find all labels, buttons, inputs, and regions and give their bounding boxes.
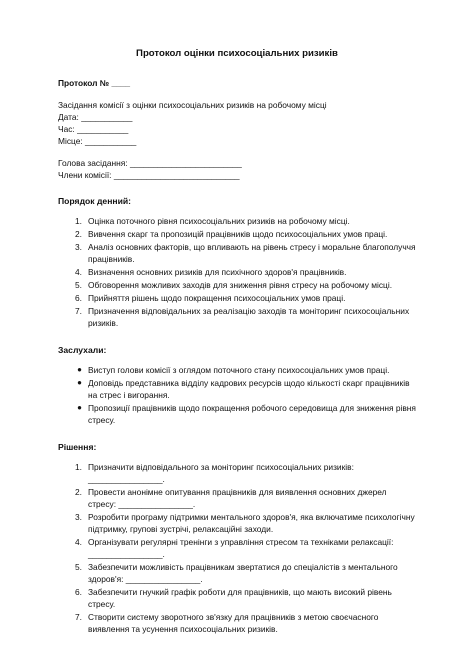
agenda-item-text: Вивчення скарг та пропозицій працівників щодо психосоціальних умов праці.	[88, 229, 388, 239]
heard-item	[70, 364, 416, 376]
heard-item-text: Пропозиції працівників щодо покращення робочого середовища для зниження рівня стресу.	[88, 403, 416, 425]
heard-item-text: Доповідь представника відділу кадрових ресурсів щодо кількості скарг працівників на стрес і вигорання.	[88, 378, 410, 400]
chair-field: Голова засідання: ________________________	[58, 158, 242, 168]
item-number: 7.	[75, 612, 82, 622]
spacer	[58, 427, 416, 441]
agenda-item	[70, 266, 416, 278]
item-number: 1.	[75, 462, 82, 472]
decision-item	[70, 461, 416, 485]
date-field: Дата: ___________	[58, 112, 133, 122]
protocol-number: Протокол № ____	[58, 78, 131, 88]
item-number: 3.	[75, 242, 82, 252]
agenda-list	[58, 215, 416, 329]
decision-item	[70, 536, 416, 560]
item-number: 5.	[75, 562, 82, 572]
agenda-item-text: Прийняття рішень щодо покращення психосоціальних умов праці.	[88, 293, 346, 303]
decision-item	[70, 611, 416, 635]
decision-item	[70, 561, 416, 585]
decision-item-text: Організувати регулярні тренінги з управління стресом та техніками релаксації: ________________.	[88, 537, 394, 559]
agenda-item-text: Аналіз основних факторів, що впливають на рівень стресу і моральне благополуччя працівників.	[88, 242, 416, 264]
heard-item-text: Виступ голови комісії з оглядом поточного стану психосоціальних умов праці.	[88, 365, 390, 375]
bullet-icon: ●	[77, 365, 82, 374]
spacer	[58, 330, 416, 344]
heard-heading: Заслухали:	[58, 345, 107, 355]
spacer	[58, 147, 416, 157]
heard-item	[70, 377, 416, 401]
agenda-item-text: Оцінка поточного рівня психосоціальних ризиків на робочому місці.	[88, 216, 350, 226]
item-number: 1.	[75, 216, 82, 226]
item-number: 6.	[75, 587, 82, 597]
agenda-item	[70, 215, 416, 227]
time-field: Час: ___________	[58, 124, 129, 134]
decision-item-text: Розробити програму підтримки ментального здоров'я, яка включатиме психологічну підтримку, групові зустрічі, релаксаційні заходи.	[88, 512, 415, 534]
bullet-icon: ●	[77, 403, 82, 412]
item-number: 2.	[75, 487, 82, 497]
spacer	[58, 181, 416, 195]
decision-item-text: Провести анонімне опитування працівників для виявлення основних джерел стресу: ________________.	[88, 487, 387, 509]
decision-item	[70, 586, 416, 610]
decisions-list	[58, 461, 416, 635]
decision-item	[70, 511, 416, 535]
agenda-item-text: Визначення основних ризиків для психічного здоров'я працівників.	[88, 267, 347, 277]
agenda-item	[70, 228, 416, 240]
members-field: Члени комісії: ___________________________	[58, 170, 240, 180]
item-number: 6.	[75, 293, 82, 303]
decision-item	[70, 486, 416, 510]
decisions-heading: Рішення:	[58, 442, 97, 452]
agenda-item	[70, 241, 416, 265]
agenda-item	[70, 305, 416, 329]
heard-list	[58, 364, 416, 426]
spacer	[58, 89, 416, 99]
place-field: Місце: ___________	[58, 136, 137, 146]
meeting-line: Засідання комісії з оцінки психосоціальних ризиків на робочому місці	[58, 100, 327, 110]
item-number: 4.	[75, 267, 82, 277]
agenda-item-text: Призначення відповідальних за реалізацію заходів та моніторинг психосоціальних ризиків.	[88, 306, 410, 328]
item-number: 5.	[75, 280, 82, 290]
item-number: 7.	[75, 306, 82, 316]
agenda-item	[70, 292, 416, 304]
item-number: 3.	[75, 512, 82, 522]
bullet-icon: ●	[77, 378, 82, 387]
decision-item-text: Призначити відповідального за моніторинг психосоціальних ризиків: ________________.	[88, 462, 354, 484]
item-number: 2.	[75, 229, 82, 239]
agenda-item-text: Обговорення можливих заходів для зниження рівня стресу на робочому місці.	[88, 280, 393, 290]
document-title: Протокол оцінки психосоціальних ризиків	[136, 48, 338, 59]
agenda-item	[70, 279, 416, 291]
agenda-heading: Порядок денний:	[58, 196, 132, 206]
item-number: 4.	[75, 537, 82, 547]
decision-item-text: Забезпечити можливість працівникам звертатися до спеціалістів з ментального здоров'я: ________________.	[88, 562, 398, 584]
decision-item-text: Забезпечити гнучкий графік роботи для працівників, що мають високий рівень стресу.	[88, 587, 392, 609]
heard-item	[70, 402, 416, 426]
decision-item-text: Створити систему зворотного зв'язку для працівників з метою своєчасного виявлення та усунення психосоціальних ризиків.	[88, 612, 379, 634]
